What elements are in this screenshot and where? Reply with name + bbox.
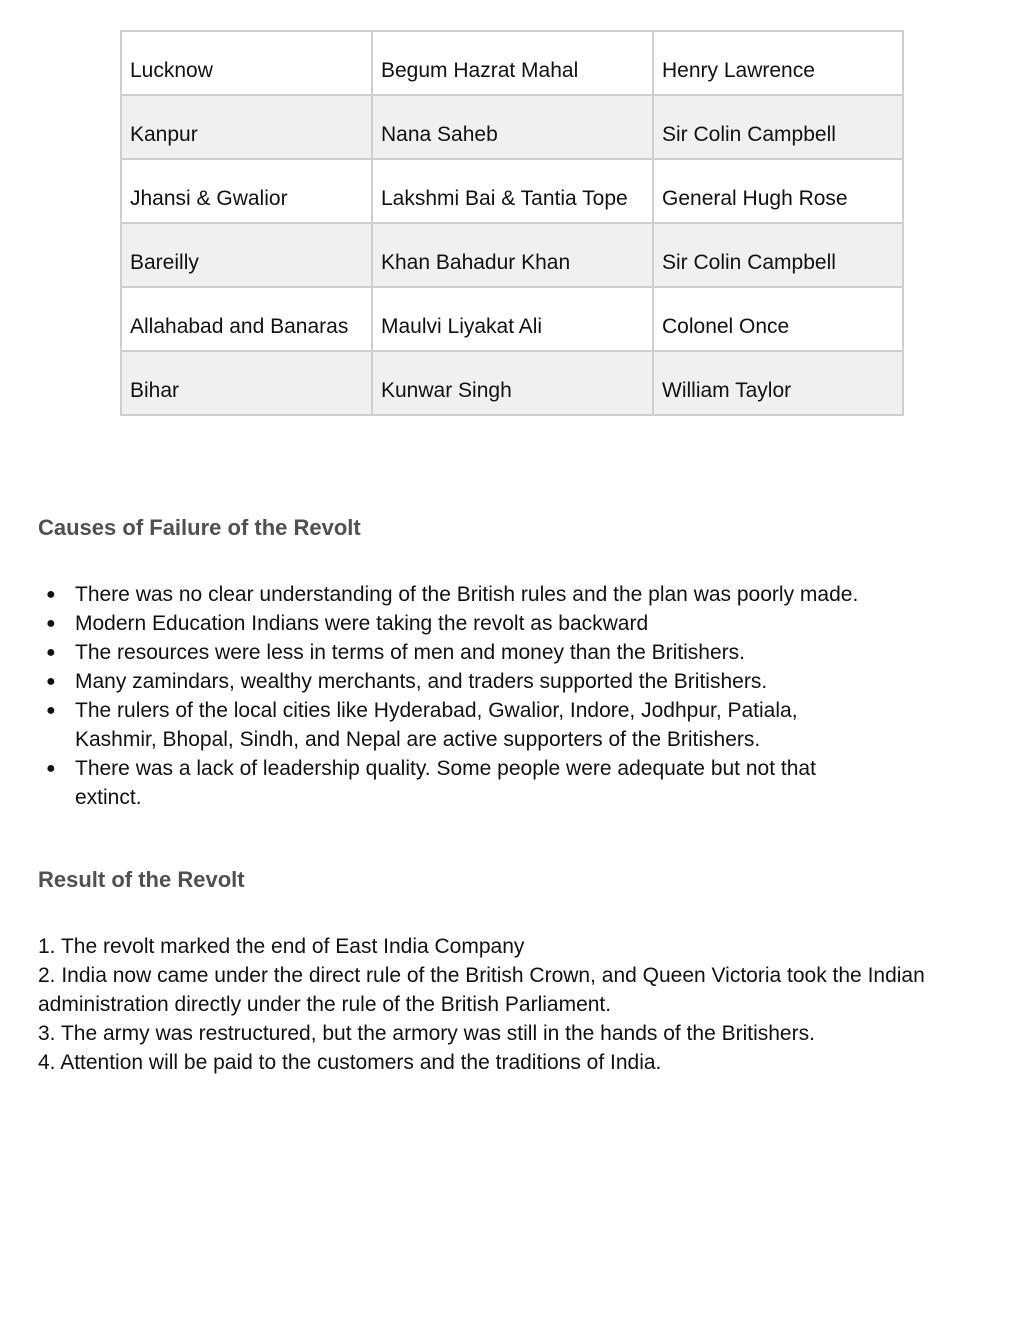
bullet-icon: ● <box>46 644 56 661</box>
bullet-icon: ● <box>46 702 56 719</box>
list-item <box>38 754 938 812</box>
table-cell-leader: Nana Saheb <box>372 95 653 159</box>
list-item: 3. The army was restructured, but the armory was still in the hands of the Britishers. <box>38 1022 815 1045</box>
list-item <box>38 638 938 667</box>
table-cell-british-officer: Colonel Once <box>653 287 903 351</box>
causes-heading: Causes of Failure of the Revolt <box>38 515 361 540</box>
list-item-text: Many zamindars, wealthy merchants, and traders supported the Britishers. <box>75 670 768 693</box>
table-row <box>121 287 903 351</box>
result-list <box>38 932 938 1077</box>
table-row <box>121 159 903 223</box>
table-cell-place: Jhansi & Gwalior <box>121 159 372 223</box>
table-cell-british-officer: Henry Lawrence <box>653 31 903 95</box>
table-cell-place: Kanpur <box>121 95 372 159</box>
table-cell-leader: Lakshmi Bai & Tantia Tope <box>372 159 653 223</box>
table-cell-place: Lucknow <box>121 31 372 95</box>
causes-list <box>38 580 938 812</box>
table-cell-place: Allahabad and Banaras <box>121 287 372 351</box>
table-cell-leader: Begum Hazrat Mahal <box>372 31 653 95</box>
table-cell-british-officer: Sir Colin Campbell <box>653 95 903 159</box>
table-cell-place: Bihar <box>121 351 372 415</box>
table-row <box>121 351 903 415</box>
list-item-text: There was a lack of leadership quality. Some people were adequate but not that extinct. <box>75 757 816 809</box>
list-item-text: The resources were less in terms of men and money than the Britishers. <box>75 641 745 664</box>
list-item <box>38 696 938 754</box>
list-item-text: There was no clear understanding of the British rules and the plan was poorly made. <box>75 583 859 606</box>
table-cell-place: Bareilly <box>121 223 372 287</box>
list-item-text: The rulers of the local cities like Hyderabad, Gwalior, Indore, Jodhpur, Patiala, Kashmir, Bhopal, Sindh, and Nepal are active supporters of the Britishers. <box>75 699 798 751</box>
table-row <box>121 95 903 159</box>
result-heading: Result of the Revolt <box>38 867 245 892</box>
table-cell-british-officer: Sir Colin Campbell <box>653 223 903 287</box>
list-item <box>38 609 938 638</box>
bullet-icon: ● <box>46 760 56 777</box>
table-cell-british-officer: William Taylor <box>653 351 903 415</box>
list-item <box>38 667 938 696</box>
bullet-icon: ● <box>46 586 56 603</box>
bullet-icon: ● <box>46 673 56 690</box>
table-cell-british-officer: General Hugh Rose <box>653 159 903 223</box>
revolt-centres-table <box>120 30 904 416</box>
table-cell-leader: Khan Bahadur Khan <box>372 223 653 287</box>
list-item <box>38 580 938 609</box>
list-item-text: Modern Education Indians were taking the revolt as backward <box>75 612 649 635</box>
table-cell-leader: Maulvi Liyakat Ali <box>372 287 653 351</box>
list-item: 1. The revolt marked the end of East India Company <box>38 935 525 958</box>
bullet-icon: ● <box>46 615 56 632</box>
table-row <box>121 31 903 95</box>
table-row <box>121 223 903 287</box>
table-cell-leader: Kunwar Singh <box>372 351 653 415</box>
list-item: 4. Attention will be paid to the customers and the traditions of India. <box>38 1051 662 1074</box>
list-item: 2. India now came under the direct rule of the British Crown, and Queen Victoria took the Indian administration directly under the rule of the British Parliament. <box>38 964 925 1016</box>
